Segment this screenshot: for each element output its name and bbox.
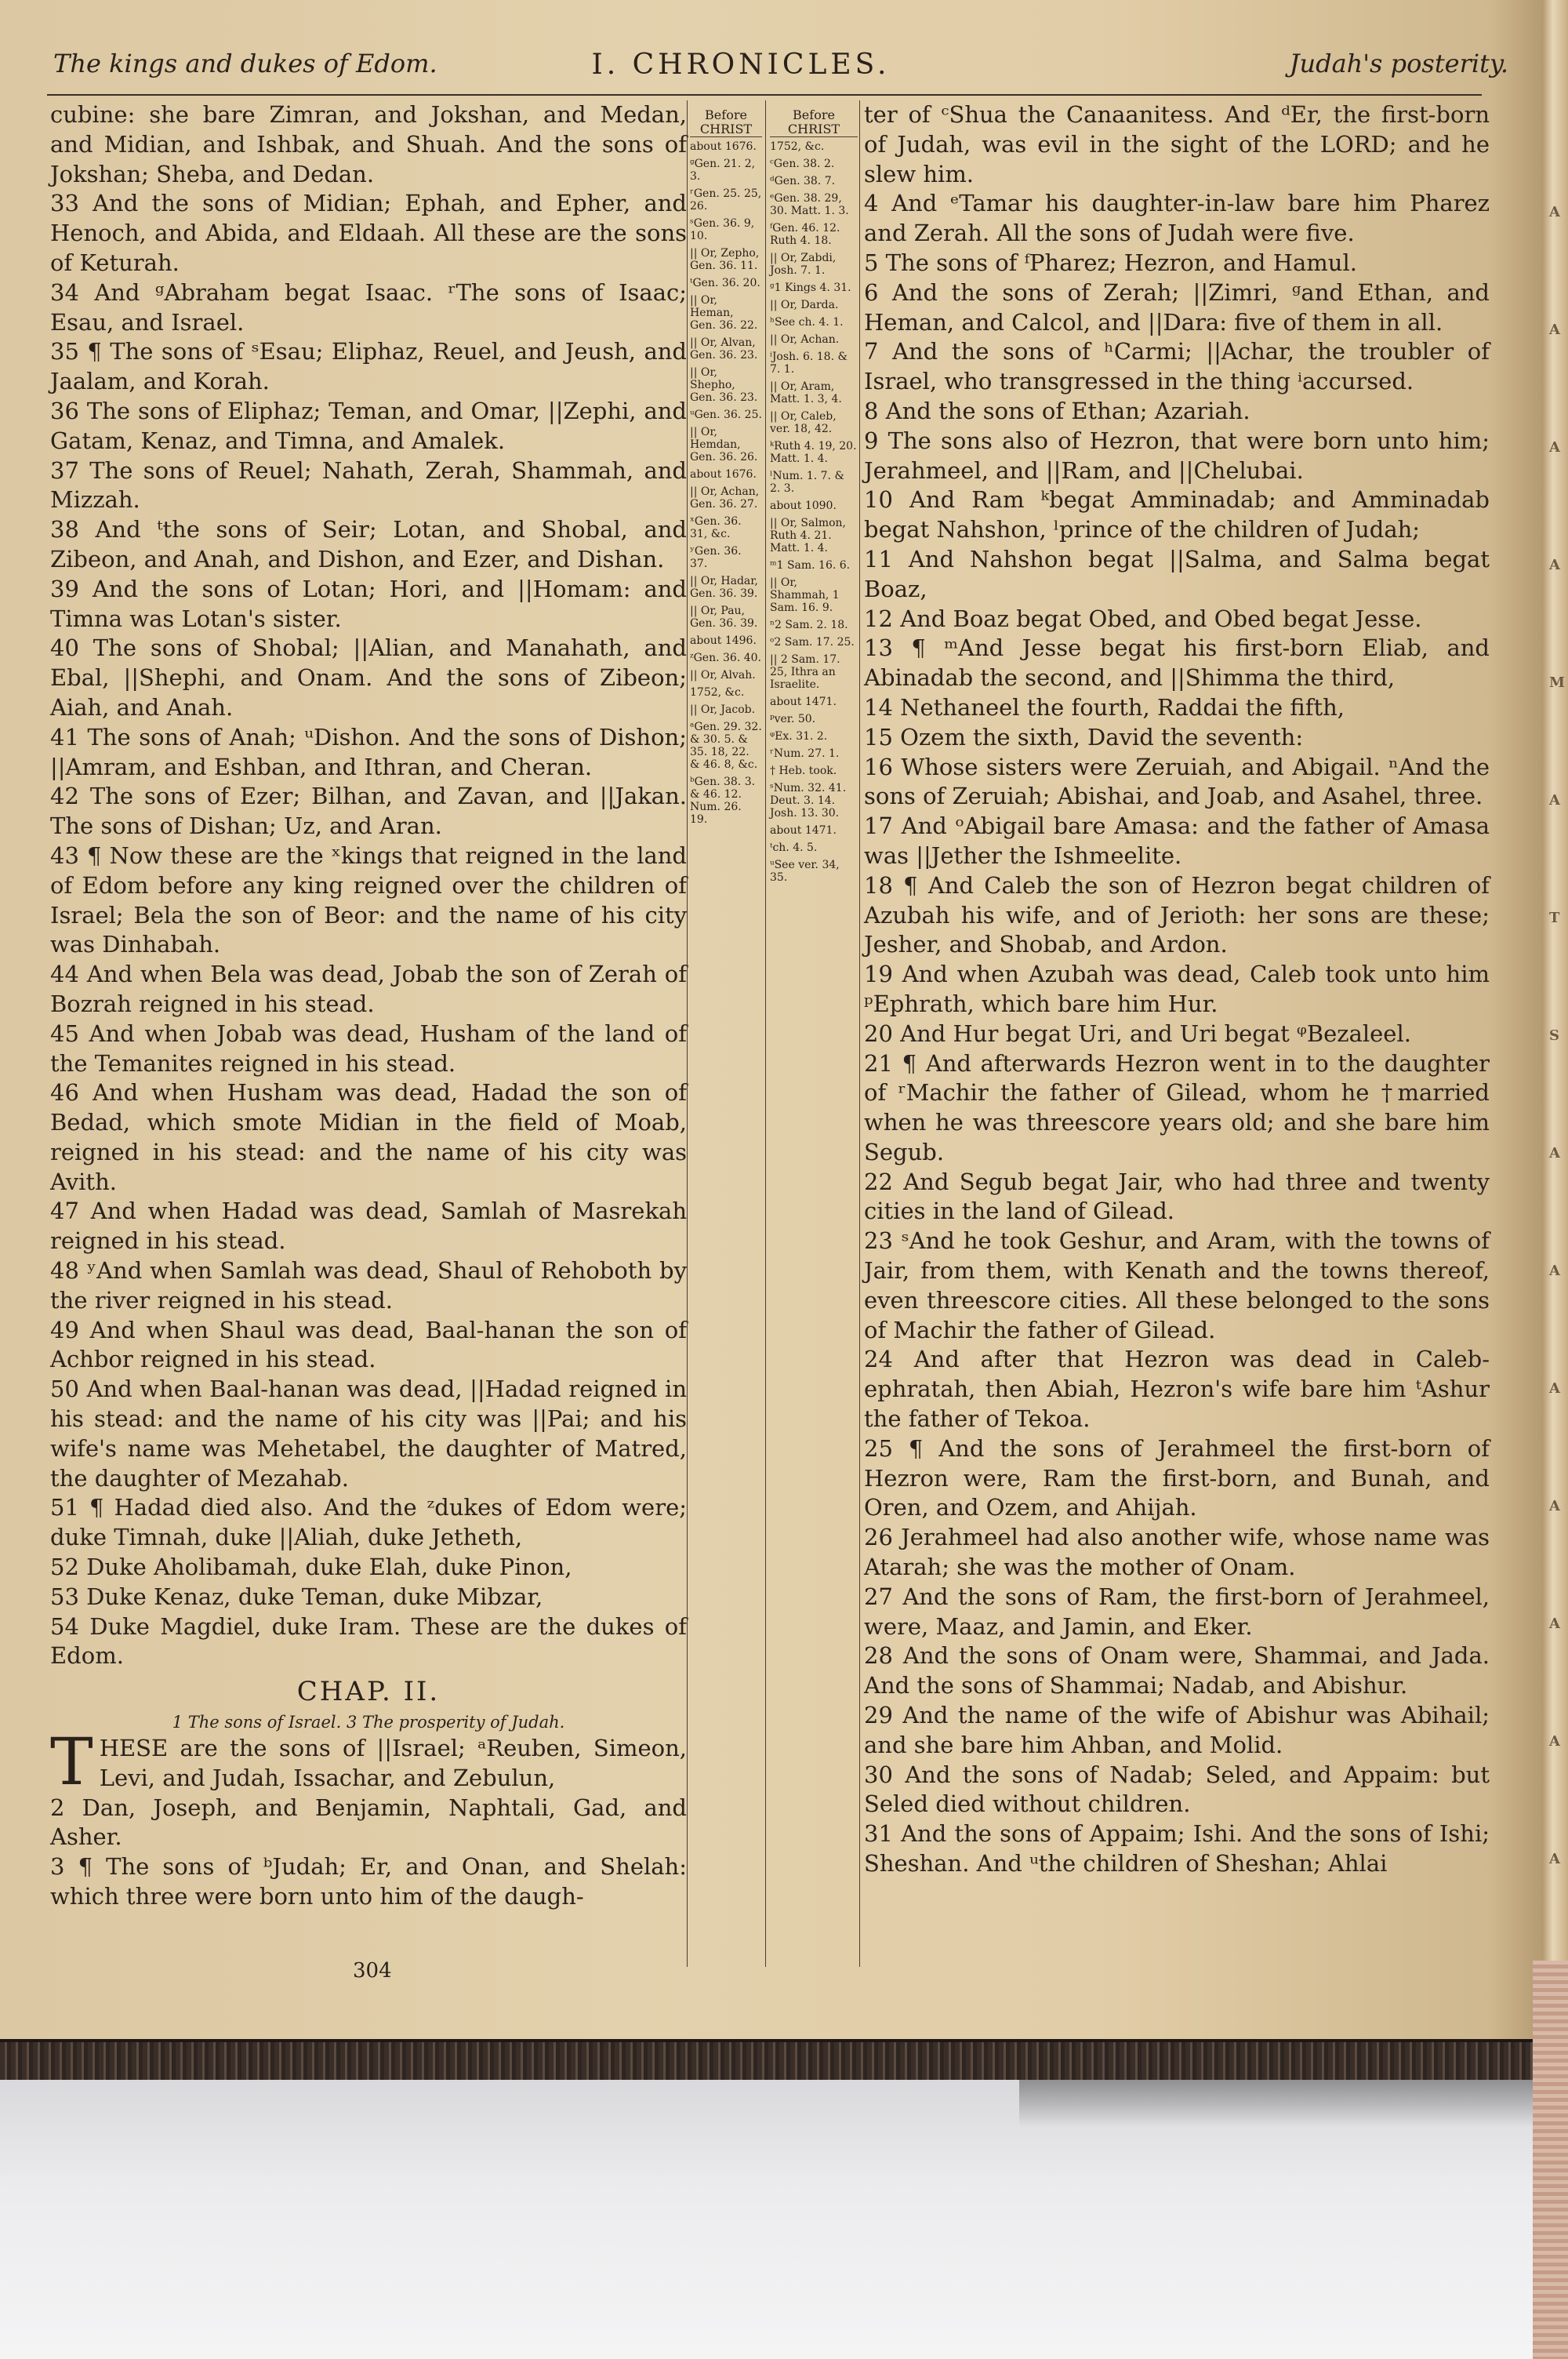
margin-note: || Or, Heman, Gen. 36. 22. [690, 294, 758, 332]
margin-note: ˣGen. 36. 31, &c. [690, 515, 742, 540]
margin-note: || Or, Salmon, Ruth 4. 21. Matt. 1. 4. [770, 517, 847, 554]
margin-note: ⁱJosh. 6. 18. & 7. 1. [770, 351, 848, 376]
verse: 7 And the sons of ʰCarmi; ||Achar, the troubler of Israel, who transgressed in the thing ⁱaccursed. [864, 338, 1490, 395]
verse: 3 ¶ The sons of ᵇJudah; Er, and Onan, and Shelah: which three were born unto him of the daugh- [50, 1853, 687, 1910]
margin-note: ᵘGen. 36. 25. [690, 409, 762, 421]
edge-letter: A [1549, 1380, 1560, 1397]
verse: 12 And Boaz begat Obed, and Obed begat Jesse. [864, 605, 1422, 632]
verse: 43 ¶ Now these are the ˣkings that reigned in the land of Edom before any king reigned over the children of Israel; Bela the son of Beor: and the name of his city was Dinhabah. [50, 841, 687, 958]
verse: 11 And Nahshon begat ||Salma, and Salma begat Boaz, [864, 545, 1490, 602]
margin-note: 1752, &c. [770, 140, 825, 153]
margin-note: || Or, Alvan, Gen. 36. 23. [690, 336, 758, 362]
verse: 10 And Ram ᵏbegat Amminadab; and Amminadab begat Nahshon, ˡprince of the children of Judah; [864, 486, 1490, 543]
drop-cap: T [50, 1725, 93, 1801]
verse: 15 Ozem the sixth, David the seventh: [864, 723, 1304, 751]
edge-letter: A [1549, 1851, 1560, 1867]
verse: 40 The sons of Shobal; ||Alian, and Manahath, and Ebal, ||Shephi, and Onam. And the sons of Zibeon; Aiah, and Anah. [50, 634, 687, 721]
margin-note: ᵉGen. 38. 29, 30. Matt. 1. 3. [770, 192, 849, 217]
verse: 48 ʸAnd when Samlah was dead, Shaul of Rehoboth by the river reigned in his stead. [50, 1257, 687, 1314]
column-divider [687, 100, 688, 1967]
margin-note: || Or, Darda. [770, 299, 839, 311]
margin-note: ᶠGen. 46. 12. Ruth 4. 18. [770, 222, 840, 247]
verse: 2 Dan, Joseph, and Benjamin, Naphtali, Gad, and Asher. [50, 1794, 687, 1851]
verse: 17 And ᵒAbigail bare Amasa: and the father of Amasa was ||Jether the Ishmeelite. [864, 812, 1490, 869]
verse: 24 And after that Hezron was dead in Caleb-ephratah, then Abiah, Hezron's wife bare him ᵗAshur the father of Tekoa. [864, 1346, 1490, 1433]
margin-note-list [690, 140, 762, 826]
margin-note: ʰSee ch. 4. 1. [770, 316, 844, 329]
edge-letter: T [1549, 910, 1560, 926]
verse: 28 And the sons of Onam were, Shammai, and Jada. And the sons of Shammai; Nadab, and Abishur. [864, 1642, 1490, 1699]
margin-note: about 1676. [690, 468, 757, 481]
shadow [1019, 2080, 1568, 2127]
margin-note: || Or, Achan. [770, 333, 840, 346]
bookmark-ribbon [1533, 1961, 1568, 2359]
margin-note: ᵘSee ver. 34, 35. [770, 859, 840, 884]
margin-note: ᶻGen. 36. 40. [690, 652, 761, 664]
margin-note: ᵏRuth 4. 19, 20. Matt. 1. 4. [770, 440, 857, 465]
margin-note: ʳNum. 27. 1. [770, 747, 840, 760]
header-rule [47, 94, 1482, 96]
margin-note: 1752, &c. [690, 686, 745, 699]
margin-note: ʸGen. 36. 37. [690, 545, 742, 570]
margin-note: about 1496. [690, 634, 757, 647]
verse: 21 ¶ And afterwards Hezron went in to the daughter of ʳMachir the father of Gilead, whom he †married when he was threescore years old; and she bare him Segub. [864, 1049, 1490, 1165]
margin-note: || Or, Aram, Matt. 1. 3, 4. [770, 380, 842, 405]
verse-text: HESE are the sons of ||Israel; ᵃReuben, Simeon, Levi, and Judah, Issachar, and Zebulun, [99, 1735, 687, 1791]
verse: 23 ˢAnd he took Geshur, and Aram, with the towns of Jair, from them, with Kenath and the towns thereof, even threescore cities. All these belonged to the sons of Machir the father of Gilead. [864, 1227, 1490, 1343]
edge-letter: A [1549, 439, 1560, 456]
verse: 30 And the sons of Nadab; Seled, and Appaim: but Seled died without children. [864, 1761, 1490, 1818]
margin-note: about 1090. [770, 500, 837, 512]
verse: 46 And when Husham was dead, Hadad the son of Bedad, which smote Midian in the field of Moab, reigned in his stead: and the name of his city was Avith. [50, 1079, 687, 1195]
margin-note: ᵍGen. 21. 2, 3. [690, 158, 756, 183]
margin-note: || Or, Shammah, 1 Sam. 16. 9. [770, 576, 840, 614]
verse: 26 Jerahmeel had also another wife, whose name was Atarah; she was the mother of Onam. [864, 1524, 1490, 1581]
edge-letter: A [1549, 1263, 1560, 1279]
margin-note: || Or, Caleb, ver. 18, 42. [770, 410, 837, 435]
verse: 38 And ᵗthe sons of Seir; Lotan, and Shobal, and Zibeon, and Anah, and Dishon, and Ezer, and Dishan. [50, 516, 687, 572]
margin-head: Before CHRIST [690, 108, 762, 137]
verse: 8 And the sons of Ethan; Azariah. [864, 397, 1250, 424]
margin-head: Before CHRIST [770, 108, 858, 137]
edge-letter: A [1549, 204, 1560, 220]
verse: 33 And the sons of Midian; Ephah, and Epher, and Henoch, and Abida, and Eldaah. All these are the sons of Keturah. [50, 190, 687, 276]
margin-note: † Heb. took. [770, 765, 837, 777]
column-divider [859, 100, 860, 1967]
edge-letter: S [1549, 1027, 1559, 1044]
verse: 18 ¶ And Caleb the son of Hezron begat children of Azubah his wife, and of Jerioth: her sons are these; Jesher, and Shobab, and Ardon. [864, 871, 1490, 958]
chapter-first-verse [50, 1725, 687, 1801]
verse: 5 The sons of ᶠPharez; Hezron, and Hamul. [864, 249, 1357, 276]
margin-note: about 1471. [770, 696, 837, 708]
margin-notes-left [690, 108, 762, 831]
edge-letter: A [1549, 792, 1560, 809]
margin-note: ʳGen. 25. 25, 26. [690, 187, 762, 213]
verse: cubine: she bare Zimran, and Jokshan, and Medan, and Midian, and Ishbak, and Shuah. And the sons of Jokshan; Sheba, and Dedan. [50, 101, 687, 187]
verse: 19 And when Azubah was dead, Caleb took unto him ᵖEphrath, which bare him Hur. [864, 961, 1490, 1017]
edge-letter: A [1549, 1145, 1560, 1161]
edge-letter: A [1549, 1498, 1560, 1514]
verse: 6 And the sons of Zerah; ||Zimri, ᵍand Ethan, and Heman, and Calcol, and ||Dara: five of them in all. [864, 278, 1490, 336]
margin-note: ᵖver. 50. [770, 713, 816, 725]
edge-letter: A [1549, 322, 1560, 338]
left-verses [50, 100, 687, 1671]
margin-note: || Or, Pau, Gen. 36. 39. [690, 605, 758, 630]
table-surface [0, 2080, 1568, 2359]
running-head-left: The kings and dukes of Edom. [53, 49, 437, 78]
book-binding [0, 2039, 1568, 2083]
margin-note: || Or, Zabdi, Josh. 7. 1. [770, 252, 837, 277]
margin-note: ᵇGen. 38. 3. & 46. 12. Num. 26. 19. [690, 776, 756, 826]
verse: 16 Whose sisters were Zeruiah, and Abigail. ⁿAnd the sons of Zeruiah; Abishai, and Joab, and Asahel, three. [864, 753, 1490, 810]
verse: 20 And Hur begat Uri, and Uri begat ᵠBezaleel. [864, 1020, 1411, 1047]
verse: 36 The sons of Eliphaz; Teman, and Omar, ||Zephi, and Gatam, Kenaz, and Timna, and Amalek. [50, 397, 687, 454]
left-column [50, 100, 687, 1912]
right-column [864, 100, 1490, 1879]
edge-letter: A [1549, 1616, 1560, 1632]
margin-note: || 2 Sam. 17. 25, Ithra an Israelite. [770, 653, 840, 691]
verse: ter of ᶜShua the Canaanitess. And ᵈEr, the first-born of Judah, was evil in the sight of the LORD; and he slew him. [864, 101, 1490, 187]
margin-note: ˢNum. 32. 41. Deut. 3. 14. Josh. 13. 30. [770, 782, 847, 820]
verse: 34 And ᵍAbraham begat Isaac. ʳThe sons of Isaac; Esau, and Israel. [50, 278, 687, 336]
margin-note-list [770, 140, 858, 884]
verse: 49 And when Shaul was dead, Baal-hanan the son of Achbor reigned in his stead. [50, 1316, 687, 1373]
right-verses [864, 100, 1490, 1879]
margin-notes-right [770, 108, 858, 889]
margin-note: ᵠEx. 31. 2. [770, 730, 828, 743]
margin-note: ˡNum. 1. 7. & 2. 3. [770, 470, 844, 495]
chapter-summary: 1 The sons of Israel. 3 The prosperity of Judah. [172, 1713, 565, 1732]
margin-note: || Or, Alvah. [690, 669, 756, 682]
verse: 13 ¶ ᵐAnd Jesse begat his first-born Eliab, and Abinadab the second, and ||Shimma the third, [864, 634, 1490, 692]
verse: 53 Duke Kenaz, duke Teman, duke Mibzar, [50, 1583, 543, 1610]
verse: 39 And the sons of Lotan; Hori, and ||Homam: and Timna was Lotan's sister. [50, 575, 687, 632]
verse: 22 And Segub begat Jair, who had three and twenty cities in the land of Gilead. [864, 1168, 1490, 1225]
edge-letter: A [1549, 1733, 1560, 1750]
verse: 41 The sons of Anah; ᵘDishon. And the sons of Dishon; ||Amram, and Eshban, and Ithran, and Cheran. [50, 723, 687, 780]
margin-note: about 1471. [770, 824, 837, 837]
verse: 4 And ᵉTamar his daughter-in-law bare him Pharez and Zerah. All the sons of Judah were five. [864, 190, 1490, 247]
chapter-title: CHAP. II. [296, 1676, 441, 1708]
verse: 31 And the sons of Appaim; Ishi. And the sons of Ishi; Sheshan. And ᵘthe children of Sheshan; Ahlai [864, 1820, 1490, 1877]
facing-page-edge [1543, 0, 1568, 2039]
verse: 14 Nethaneel the fourth, Raddai the fifth, [864, 693, 1345, 721]
verse: 35 ¶ The sons of ˢEsau; Eliphaz, Reuel, and Jeush, and Jaalam, and Korah. [50, 338, 687, 395]
margin-note: || Or, Hemdan, Gen. 36. 26. [690, 426, 758, 463]
margin-note: ᵍ1 Kings 4. 31. [770, 282, 851, 294]
verse: 54 Duke Magdiel, duke Iram. These are the dukes of Edom. [50, 1612, 687, 1670]
edge-letter: M [1549, 674, 1565, 691]
verse: 45 And when Jobab was dead, Husham of the land of the Temanites reigned in his stead. [50, 1020, 687, 1077]
margin-note: ˢGen. 36. 9, 10. [690, 217, 755, 242]
verse: 29 And the name of the wife of Abishur was Abihail; and she bare him Ahban, and Molid. [864, 1702, 1490, 1758]
verse: 27 And the sons of Ram, the first-born of Jerahmeel, were, Maaz, and Jamin, and Eker. [864, 1583, 1490, 1640]
margin-note: ᵃGen. 29. 32. & 30. 5. & 35. 18, 22. & 46. 8, &c. [690, 721, 762, 771]
margin-note: ᵒ2 Sam. 17. 25. [770, 636, 855, 649]
verse: 44 And when Bela was dead, Jobab the son of Zerah of Bozrah reigned in his stead. [50, 961, 687, 1017]
margin-note: || Or, Zepho, Gen. 36. 11. [690, 247, 760, 272]
margin-note: || Or, Shepho, Gen. 36. 23. [690, 366, 758, 404]
margin-note: ⁿ2 Sam. 2. 18. [770, 619, 848, 631]
margin-note: || Or, Jacob. [690, 703, 756, 716]
running-head-right: Judah's posterity. [1289, 49, 1508, 78]
margin-note: ᶜGen. 38. 2. [770, 158, 835, 170]
verse: 52 Duke Aholibamah, duke Elah, duke Pinon, [50, 1554, 572, 1581]
edge-letter: A [1549, 557, 1560, 573]
verse: 47 And when Hadad was dead, Samlah of Masrekah reigned in his stead. [50, 1198, 687, 1255]
margin-note: || Or, Hadar, Gen. 36. 39. [690, 575, 758, 600]
margin-note: ᵗGen. 36. 20. [690, 277, 760, 289]
verse: 42 The sons of Ezer; Bilhan, and Zavan, and ||Jakan. The sons of Dishan; Uz, and Aran. [50, 783, 687, 840]
margin-note: about 1676. [690, 140, 757, 153]
margin-note: ᵈGen. 38. 7. [770, 175, 836, 187]
margin-note: || Or, Achan, Gen. 36. 27. [690, 485, 760, 511]
verse: 51 ¶ Hadad died also. And the ᶻdukes of Edom were; duke Timnah, duke ||Aliah, duke Jetheth, [50, 1494, 687, 1551]
column-divider [765, 100, 766, 1967]
verse: 50 And when Baal-hanan was dead, ||Hadad reigned in his stead: and the name of his city was ||Pai; and his wife's name was Mehetabel, the daughter of Matred, the daughter of Mezahab. [50, 1376, 687, 1492]
margin-note: ᵗch. 4. 5. [770, 841, 818, 854]
verse: 25 ¶ And the sons of Jerahmeel the first-born of Hezron were, Ram the first-born, and Bunah, and Oren, and Ozem, and Ahijah. [864, 1434, 1490, 1521]
verse: 9 The sons also of Hezron, that were born unto him; Jerahmeel, and ||Ram, and ||Chelubai. [864, 427, 1490, 484]
page-number: 304 [353, 1959, 392, 1983]
verse: 37 The sons of Reuel; Nahath, Zerah, Shammah, and Mizzah. [50, 456, 687, 514]
running-head-book: I. CHRONICLES. [591, 49, 891, 81]
margin-note: ᵐ1 Sam. 16. 6. [770, 559, 851, 572]
